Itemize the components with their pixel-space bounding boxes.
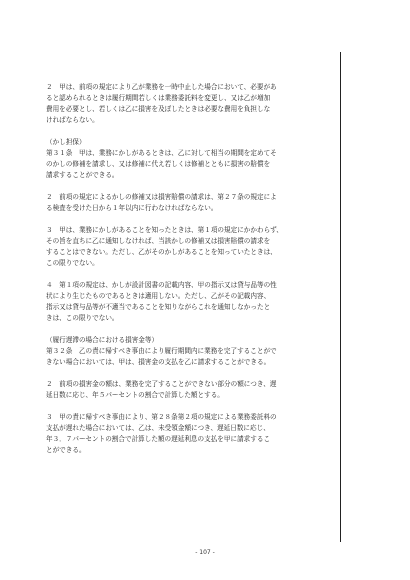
article-31-paragraph-4: ４ 第１項の規定は、かしが設計図書の記載内容、甲の指示又は貸与品等の性 状により生じたものであるときは適用しない。ただし、乙がその記載内容、 指示又は貸与品等が不適当であることを知りながらこれを通知しなかったと きは、この限りでない。 xyxy=(46,281,277,322)
page-number: - 107 - xyxy=(195,549,215,556)
article-31-paragraph-2: ２ 前項の規定によるかしの修補又は損害賠償の請求は、第２７条の規定によ る検査を受けた日から１年以内に行わなければならない。 xyxy=(46,193,277,212)
article-31-paragraph-1: 第３１条 甲は、業務にかしがあるときは、乙に対して相当の期間を定めてそ のかしの修補を請求し、又は修補に代え若しくは修補とともに損害の賠償を 請求することができる。 xyxy=(46,149,277,179)
article-31-paragraph-3: ３ 甲は、業務にかしがあることを知ったときは、第１項の規定にかかわらず、 その旨を直ちに乙に通知しなければ、当該かしの修補又は損害賠償の請求を することはできない。ただし、乙がそのかしがあることを知っていたときは、 この限りでない。 xyxy=(46,226,283,267)
article-30-paragraph-2: ２ 甲は、前項の規定により乙が業務を一時中止した場合において、必要があ ると認められるときは履行期間若しくは業務委託料を変更し、又は乙が増加 費用を必要とし、若しくは乙に損害を及ぼしたときは必要な費用を負担しな ければならない。 xyxy=(46,83,277,124)
section-heading-defect-warranty: （かし担保） xyxy=(46,138,86,146)
article-32-paragraph-2: ２ 前項の損害金の額は、業務を完了することができない部分の額につき、遅 延日数に応じ、年５パーセントの割合で計算した額とする。 xyxy=(46,380,277,399)
section-heading-delay-damages: （履行遅滞の場合における損害金等） xyxy=(46,336,159,344)
document-body xyxy=(46,82,336,456)
article-32-paragraph-1: 第３２条 乙の責に帰すべき事由により履行期間内に業務を完了することがで きない場合においては、甲は、損害金の支払を乙に請求することができる。 xyxy=(46,347,277,366)
article-32-paragraph-3: ３ 甲の責に帰すべき事由により、第２８条第２項の規定による業務委託料の 支払が遅れた場合においては、乙は、未受領金額につき、遅延日数に応じ、 年３．７パーセントの割合で計算した額の遅延利息の支払を甲に請求するこ とができる。 xyxy=(46,413,277,454)
margin-rule-line xyxy=(340,52,341,542)
